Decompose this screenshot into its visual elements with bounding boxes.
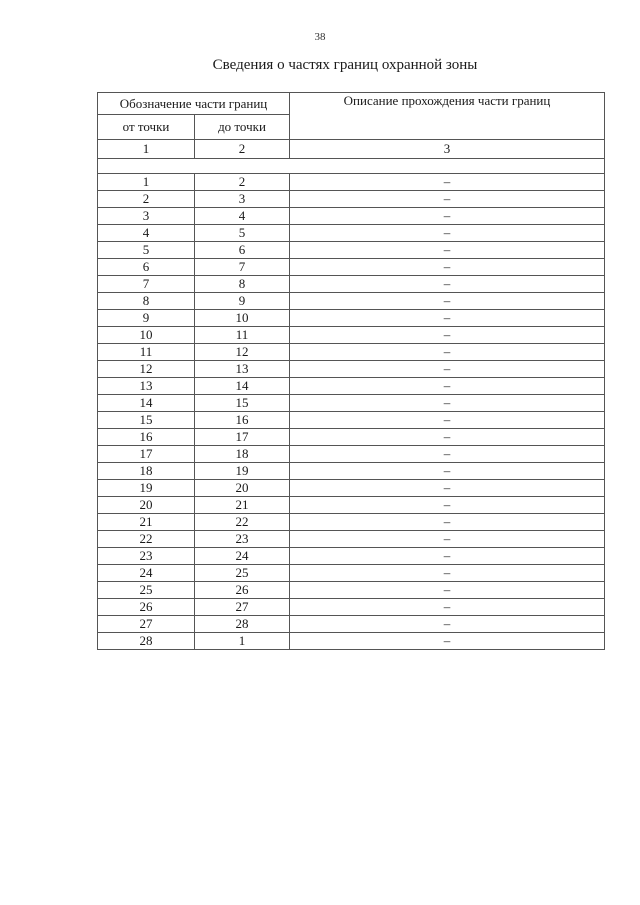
from-point-header: от точки [98, 115, 195, 140]
description-cell: – [290, 191, 605, 208]
table-row [98, 310, 605, 327]
to-point-cell: 11 [195, 327, 290, 344]
table-row [98, 548, 605, 565]
description-cell: – [290, 412, 605, 429]
description-cell: – [290, 497, 605, 514]
from-point-cell: 9 [98, 310, 195, 327]
description-cell: – [290, 514, 605, 531]
page-number: 38 [314, 31, 326, 43]
from-point-cell: 2 [98, 191, 195, 208]
description-cell: – [290, 446, 605, 463]
to-point-cell: 19 [195, 463, 290, 480]
to-point-cell: 8 [195, 276, 290, 293]
table-body [98, 140, 605, 650]
column-number: 3 [290, 140, 605, 159]
table-row [98, 225, 605, 242]
from-point-cell: 14 [98, 395, 195, 412]
table-row [98, 480, 605, 497]
from-point-cell: 20 [98, 497, 195, 514]
from-point-cell: 21 [98, 514, 195, 531]
from-point-cell: 15 [98, 412, 195, 429]
from-point-cell: 3 [98, 208, 195, 225]
to-point-cell: 18 [195, 446, 290, 463]
to-point-cell: 24 [195, 548, 290, 565]
column-number-row [98, 140, 605, 159]
to-point-cell: 2 [195, 174, 290, 191]
to-point-cell: 4 [195, 208, 290, 225]
to-point-cell: 5 [195, 225, 290, 242]
from-point-cell: 23 [98, 548, 195, 565]
from-point-cell: 22 [98, 531, 195, 548]
description-cell: – [290, 174, 605, 191]
table-row [98, 514, 605, 531]
description-cell: – [290, 310, 605, 327]
from-point-cell: 28 [98, 633, 195, 650]
boundary-parts-table [97, 92, 605, 650]
to-point-cell: 27 [195, 599, 290, 616]
description-cell: – [290, 225, 605, 242]
from-point-cell: 1 [98, 174, 195, 191]
table-row [98, 242, 605, 259]
from-point-cell: 25 [98, 582, 195, 599]
to-point-cell: 16 [195, 412, 290, 429]
table-row [98, 446, 605, 463]
to-point-cell: 17 [195, 429, 290, 446]
table-row [98, 616, 605, 633]
table-row [98, 633, 605, 650]
to-point-cell: 25 [195, 565, 290, 582]
description-cell: – [290, 395, 605, 412]
to-point-cell: 13 [195, 361, 290, 378]
column-number: 2 [195, 140, 290, 159]
table-row [98, 599, 605, 616]
table-row [98, 174, 605, 191]
description-cell: – [290, 480, 605, 497]
description-header: Описание прохождения части границ [290, 93, 605, 140]
description-cell: – [290, 327, 605, 344]
to-point-cell: 9 [195, 293, 290, 310]
table-row [98, 327, 605, 344]
description-cell: – [290, 463, 605, 480]
from-point-cell: 12 [98, 361, 195, 378]
description-cell: – [290, 548, 605, 565]
from-point-cell: 27 [98, 616, 195, 633]
table-row [98, 344, 605, 361]
table-row [98, 208, 605, 225]
table-row [98, 293, 605, 310]
table-row [98, 463, 605, 480]
description-cell: – [290, 242, 605, 259]
description-cell: – [290, 429, 605, 446]
table-row [98, 259, 605, 276]
from-point-cell: 16 [98, 429, 195, 446]
column-number: 1 [98, 140, 195, 159]
table-row [98, 565, 605, 582]
to-point-cell: 21 [195, 497, 290, 514]
to-point-cell: 28 [195, 616, 290, 633]
from-point-cell: 24 [98, 565, 195, 582]
to-point-cell: 3 [195, 191, 290, 208]
to-point-cell: 26 [195, 582, 290, 599]
from-point-cell: 13 [98, 378, 195, 395]
table-row [98, 378, 605, 395]
to-point-cell: 14 [195, 378, 290, 395]
from-point-cell: 19 [98, 480, 195, 497]
description-cell: – [290, 276, 605, 293]
description-cell: – [290, 565, 605, 582]
description-cell: – [290, 616, 605, 633]
to-point-header: до точки [195, 115, 290, 140]
to-point-cell: 12 [195, 344, 290, 361]
to-point-cell: 20 [195, 480, 290, 497]
to-point-cell: 23 [195, 531, 290, 548]
from-point-cell: 7 [98, 276, 195, 293]
table-row [98, 276, 605, 293]
from-point-cell: 6 [98, 259, 195, 276]
table-row [98, 531, 605, 548]
to-point-cell: 15 [195, 395, 290, 412]
to-point-cell: 7 [195, 259, 290, 276]
from-point-cell: 5 [98, 242, 195, 259]
from-point-cell: 17 [98, 446, 195, 463]
table-row [98, 395, 605, 412]
description-cell: – [290, 344, 605, 361]
from-point-cell: 8 [98, 293, 195, 310]
description-cell: – [290, 531, 605, 548]
spacer-cell [98, 159, 605, 174]
table-row [98, 582, 605, 599]
document-title: Сведения о частях границ охранной зоны [212, 57, 478, 73]
from-point-cell: 18 [98, 463, 195, 480]
from-point-cell: 10 [98, 327, 195, 344]
to-point-cell: 6 [195, 242, 290, 259]
description-cell: – [290, 633, 605, 650]
from-point-cell: 11 [98, 344, 195, 361]
table-row [98, 497, 605, 514]
description-cell: – [290, 208, 605, 225]
description-cell: – [290, 361, 605, 378]
designation-header: Обозначение части границ [98, 93, 290, 115]
from-point-cell: 26 [98, 599, 195, 616]
description-cell: – [290, 378, 605, 395]
description-cell: – [290, 599, 605, 616]
description-cell: – [290, 582, 605, 599]
to-point-cell: 22 [195, 514, 290, 531]
table-row [98, 429, 605, 446]
table-row [98, 412, 605, 429]
table-row [98, 191, 605, 208]
description-cell: – [290, 293, 605, 310]
to-point-cell: 10 [195, 310, 290, 327]
to-point-cell: 1 [195, 633, 290, 650]
spacer-row [98, 159, 605, 174]
from-point-cell: 4 [98, 225, 195, 242]
description-cell: – [290, 259, 605, 276]
table-row [98, 361, 605, 378]
